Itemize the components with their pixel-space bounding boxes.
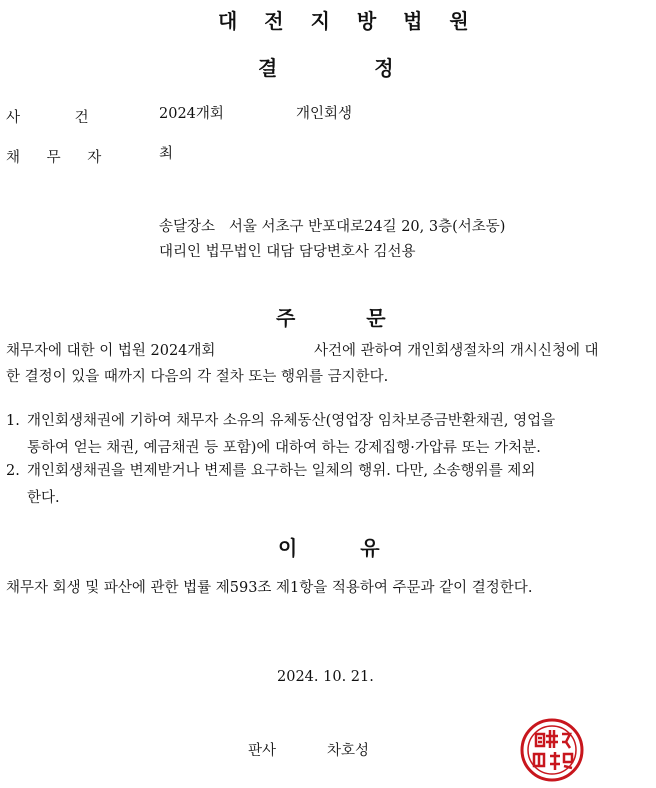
order-heading-text: 주 문	[276, 306, 386, 330]
case-label-text: 사 건	[6, 110, 89, 126]
court-name	[218, 5, 479, 34]
service-address-line	[159, 214, 505, 241]
seal-graphic	[514, 712, 590, 784]
order-intro-part1: 채무자에 대한 이 법원 2024개회	[6, 343, 216, 359]
debtor-name: 최	[159, 146, 174, 162]
representative: 대리인 법무법인 대담 담당변호사 김선용	[159, 244, 416, 260]
order-intro-line1	[6, 338, 215, 365]
reason-heading	[278, 532, 380, 561]
service-label: 송달장소	[159, 219, 216, 235]
case-label	[6, 106, 89, 127]
order-item-number: 2.	[6, 463, 20, 479]
judge-name: 차호성	[327, 743, 370, 759]
decision-date: 2024. 10. 21.	[277, 669, 374, 685]
order-item-text: 통하여 얻는 채권, 예금채권 등 포함)에 대하여 하는 강제집행·가압류 또는 가처분.	[27, 440, 541, 456]
document-type-text: 결 정	[258, 56, 394, 80]
order-item-1	[6, 408, 646, 462]
case-name: 개인회생	[296, 106, 353, 122]
order-heading	[276, 302, 386, 331]
debtor-label-text: 채 무 자	[6, 150, 102, 166]
case-number: 2024개회	[159, 106, 224, 122]
order-item-text: 개인회생채권에 기하여 채무자 소유의 유체동산(영업장 임차보증금반환채권, 영업을	[27, 413, 556, 429]
judge-title: 판사	[248, 743, 277, 759]
document-type-title	[258, 52, 394, 81]
debtor-label	[6, 146, 101, 167]
order-item-text: 한다.	[27, 490, 60, 506]
order-item-2	[6, 458, 646, 512]
reason-text: 채무자 회생 및 파산에 관한 법률 제593조 제1항을 적용하여 주문과 같이 결정한다.	[6, 580, 533, 596]
order-intro-line1b: 사건에 관하여 개인회생절차의 개시신청에 대	[314, 343, 599, 359]
order-item-text: 개인회생채권을 변제받거나 변제를 요구하는 일체의 행위. 다만, 소송행위를 제외	[27, 463, 536, 479]
official-seal-icon	[514, 712, 590, 784]
service-address: 서울 서초구 반포대로24길 20, 3층(서초동)	[228, 219, 506, 235]
order-intro-line2: 한 결정이 있을 때까지 다음의 각 절차 또는 행위를 금지한다.	[6, 369, 389, 385]
order-item-number: 1.	[6, 413, 20, 429]
court-name-text: 대 전 지 방 법 원	[218, 9, 479, 33]
reason-heading-text: 이 유	[278, 536, 380, 560]
